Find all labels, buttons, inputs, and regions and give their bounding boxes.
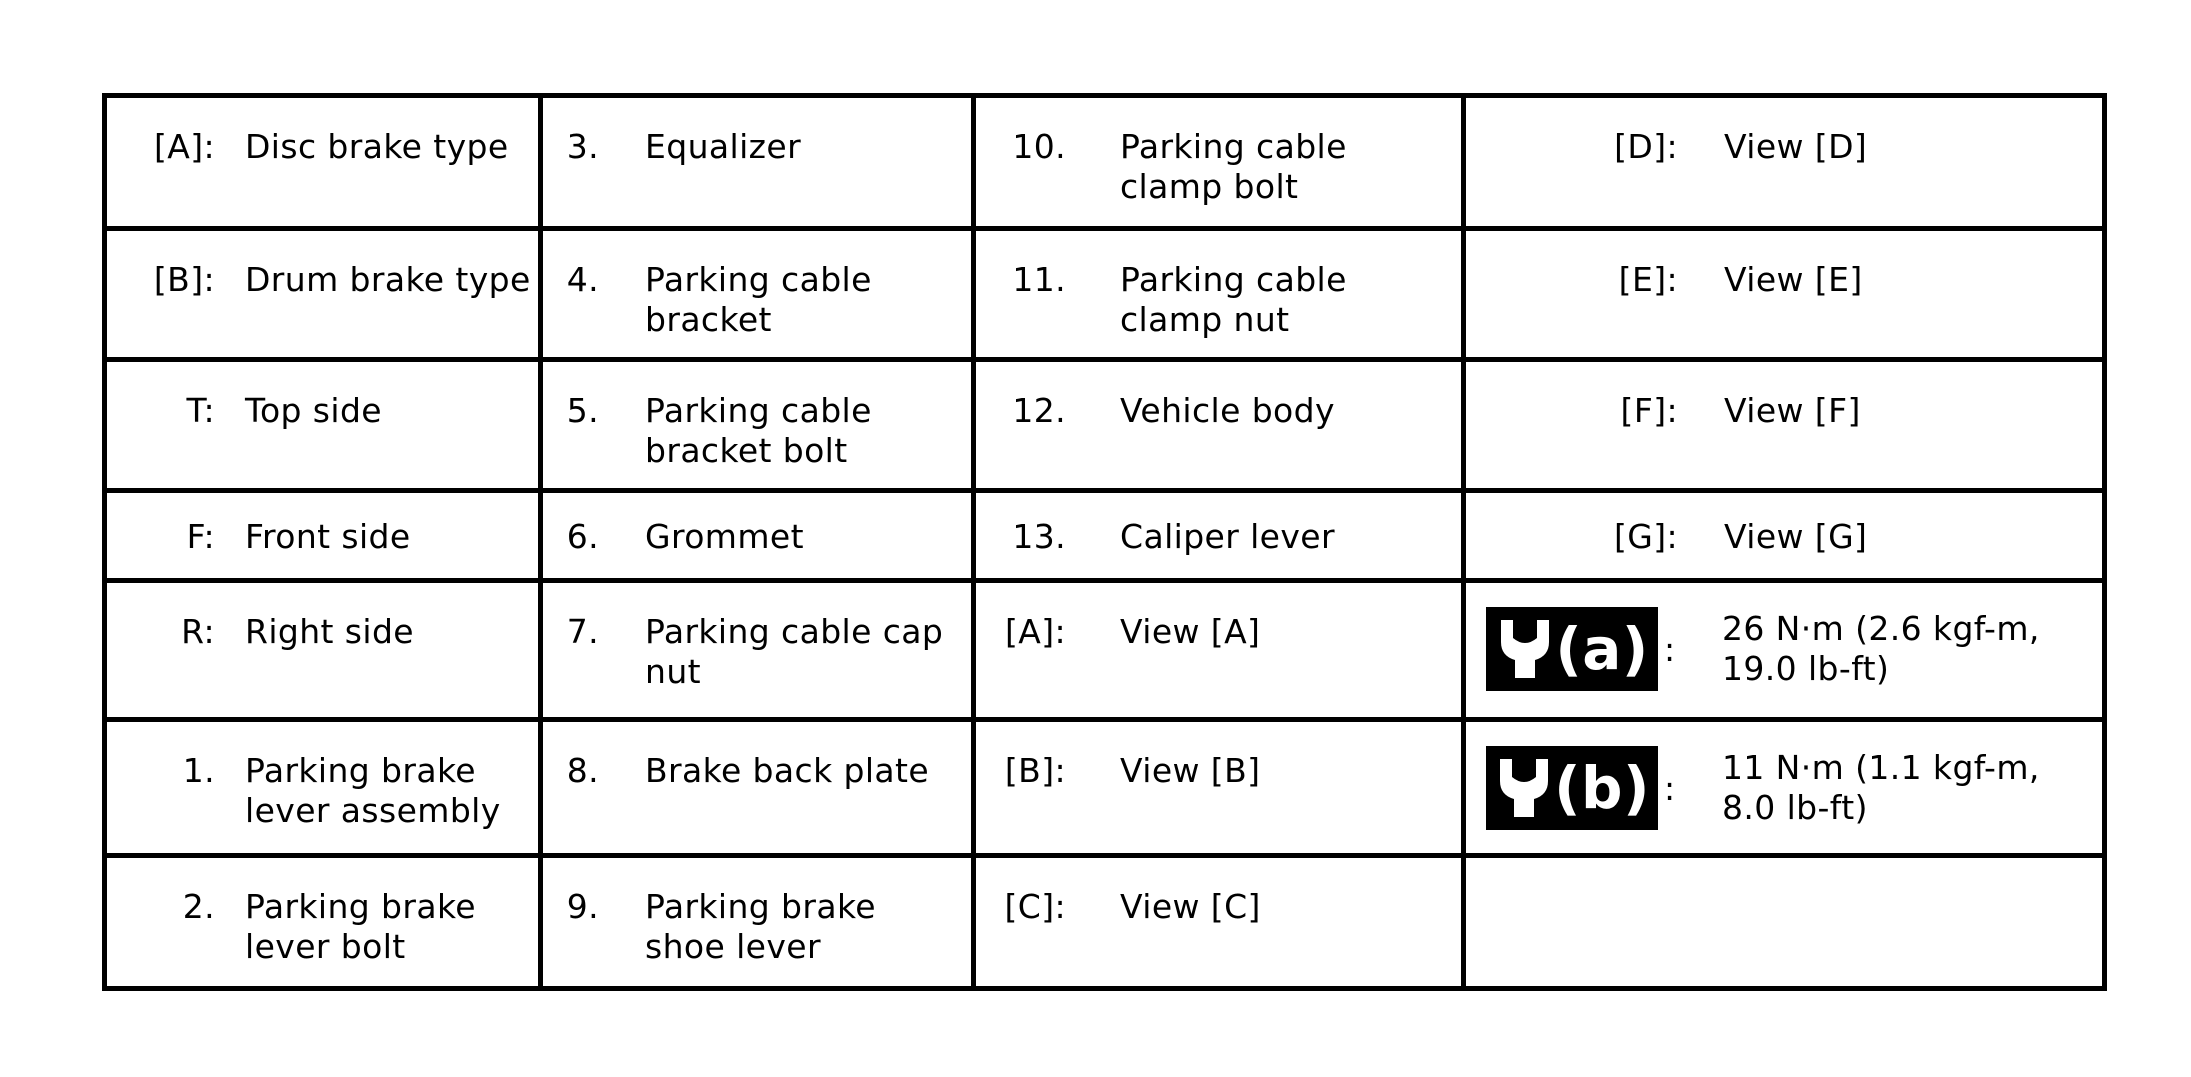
legend-cell <box>541 581 974 720</box>
legend-cell <box>541 96 974 229</box>
item-description: Parking cable cap nut <box>645 612 944 691</box>
item-description: View [E] <box>1724 260 1863 299</box>
item-description: Equalizer <box>645 127 802 166</box>
item-description: View [G] <box>1724 517 1868 556</box>
item-description: Caliper lever <box>1120 517 1335 556</box>
item-description: View [C] <box>1120 887 1261 926</box>
item-description: Parking brake lever assembly <box>245 751 501 830</box>
legend-row <box>105 856 2105 989</box>
item-description: View [B] <box>1120 751 1261 790</box>
item-code: [D]: <box>1614 127 1678 166</box>
item-code: 3. <box>566 127 599 166</box>
item-description: Top side <box>245 391 382 430</box>
item-code: 6. <box>566 517 599 556</box>
item-code: [G]: <box>1613 517 1678 556</box>
item-code: 2. <box>182 887 215 926</box>
item-description: Parking brake shoe lever <box>645 887 877 966</box>
item-code: [E]: <box>1618 260 1678 299</box>
item-code: 5. <box>566 391 599 430</box>
legend-cell <box>105 491 541 581</box>
item-code: 12. <box>1012 391 1066 430</box>
item-description: Grommet <box>645 517 804 556</box>
torque-value: 26 N·m (2.6 kgf-m, 19.0 lb-ft) <box>1722 609 2040 688</box>
legend-cell <box>1464 229 2105 360</box>
legend-table <box>102 93 2107 991</box>
torque-colon: : <box>1664 769 1676 808</box>
torque-code <box>1466 609 1678 691</box>
item-description: Parking cable bracket bolt <box>645 391 872 470</box>
legend-cell <box>974 581 1464 720</box>
item-code: [F]: <box>1620 391 1678 430</box>
legend-cell <box>541 229 974 360</box>
legend-cell <box>105 360 541 491</box>
legend-row <box>105 581 2105 720</box>
item-description: Brake back plate <box>645 751 930 790</box>
legend-cell <box>1464 96 2105 229</box>
legend-row <box>105 96 2105 229</box>
item-code: [C]: <box>1004 887 1066 926</box>
item-description: View [F] <box>1724 391 1861 430</box>
legend-cell <box>541 720 974 856</box>
wrench-torque-icon <box>1486 607 1658 691</box>
item-code: 11. <box>1012 260 1066 299</box>
legend-cell <box>105 581 541 720</box>
item-description: View [D] <box>1724 127 1868 166</box>
item-description: Parking cable clamp nut <box>1120 260 1347 339</box>
legend-cell <box>974 96 1464 229</box>
item-code: 10. <box>1012 127 1066 166</box>
torque-label: (a) <box>1555 615 1649 683</box>
item-description: Right side <box>245 612 414 651</box>
legend-cell-empty <box>1464 856 2105 989</box>
item-code: 9. <box>566 887 599 926</box>
item-code: [B]: <box>1004 751 1066 790</box>
item-description: Parking brake lever bolt <box>245 887 477 966</box>
legend-cell <box>105 96 541 229</box>
item-code: 1. <box>182 751 215 790</box>
item-description: Parking cable clamp bolt <box>1120 127 1347 206</box>
item-description: Drum brake type <box>245 260 531 299</box>
item-description: Parking cable bracket <box>645 260 872 339</box>
item-code: 7. <box>566 612 599 651</box>
legend-cell <box>974 720 1464 856</box>
wrench-icon <box>1495 616 1555 682</box>
item-code: 13. <box>1012 517 1066 556</box>
torque-value: 11 N·m (1.1 kgf-m, 8.0 lb-ft) <box>1722 748 2040 827</box>
legend-row <box>105 360 2105 491</box>
legend-cell <box>974 229 1464 360</box>
legend-cell <box>974 856 1464 989</box>
legend-cell <box>1464 360 2105 491</box>
legend-cell <box>105 720 541 856</box>
legend-cell <box>974 360 1464 491</box>
torque-code <box>1466 748 1678 830</box>
item-description: Front side <box>245 517 411 556</box>
legend-row <box>105 491 2105 581</box>
legend-cell <box>974 491 1464 581</box>
legend-row <box>105 229 2105 360</box>
item-code: F: <box>186 517 215 556</box>
legend-cell <box>541 491 974 581</box>
legend-cell <box>541 856 974 989</box>
item-code: 8. <box>566 751 599 790</box>
item-code: T: <box>186 391 215 430</box>
legend-row <box>105 720 2105 856</box>
item-code: 4. <box>566 260 599 299</box>
legend-cell <box>105 229 541 360</box>
item-code: [A]: <box>1004 612 1066 651</box>
legend-cell <box>1464 581 2105 720</box>
legend-cell <box>105 856 541 989</box>
item-description: View [A] <box>1120 612 1261 651</box>
legend-cell <box>1464 720 2105 856</box>
torque-label: (b) <box>1554 754 1650 822</box>
item-description: Vehicle body <box>1120 391 1335 430</box>
item-code: [B]: <box>153 260 215 299</box>
legend-cell <box>1464 491 2105 581</box>
wrench-icon <box>1494 755 1554 821</box>
torque-colon: : <box>1664 630 1676 669</box>
item-code: [A]: <box>153 127 215 166</box>
item-code: R: <box>181 612 215 651</box>
item-description: Disc brake type <box>245 127 509 166</box>
wrench-torque-icon <box>1486 746 1658 830</box>
legend-cell <box>541 360 974 491</box>
